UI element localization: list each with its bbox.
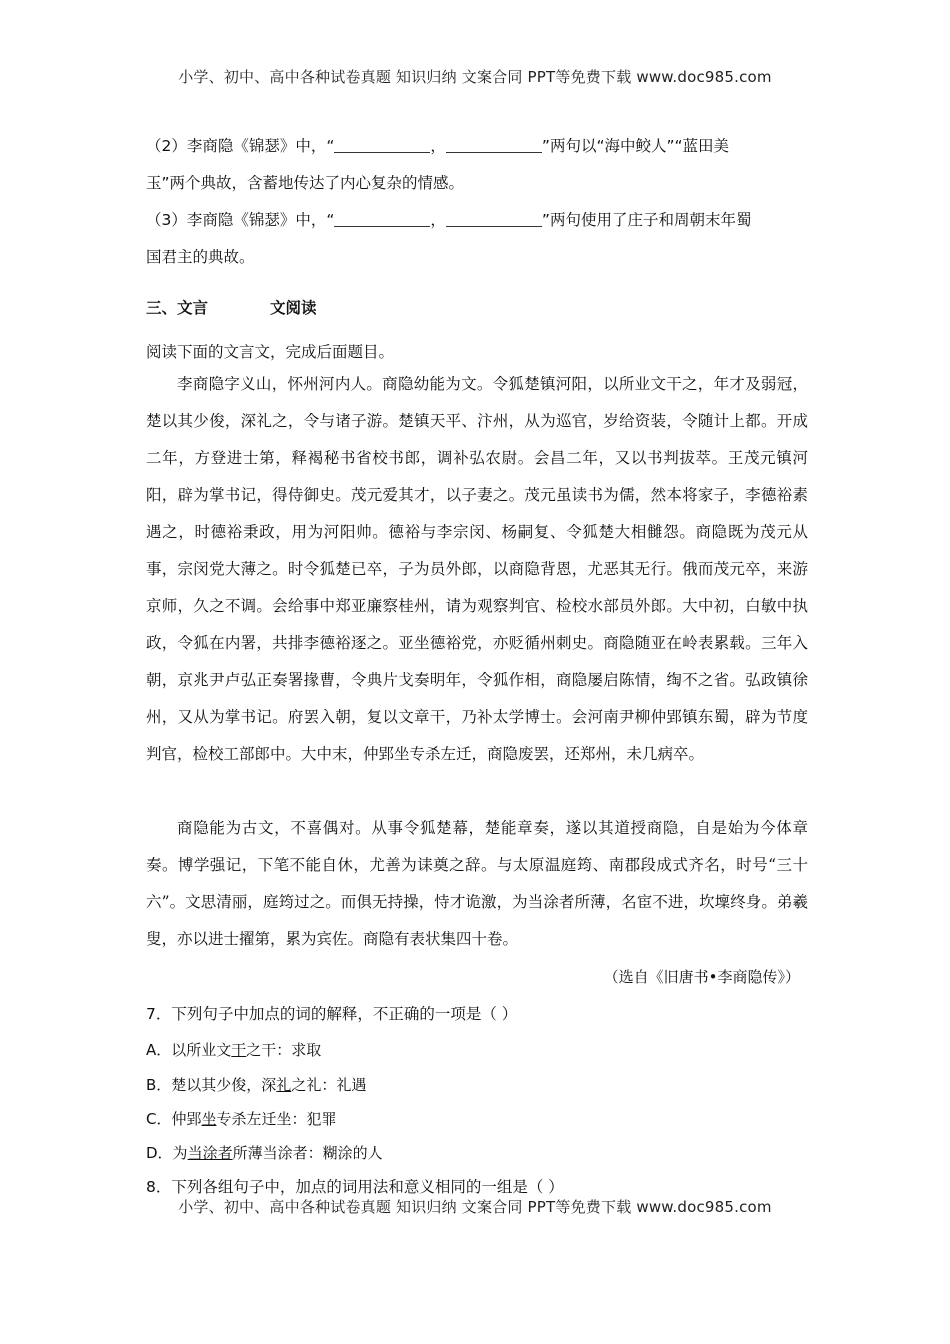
question-7-option-c[interactable]: C．仲郢坐专杀左迁坐：犯罪 <box>146 1110 337 1128</box>
question-7-option-a[interactable]: A．以所业文干之干：求取 <box>146 1041 322 1059</box>
passage-paragraph-1: 李商隐字义山，怀州河内人。商隐幼能为文。令狐楚镇河阳，以所业文干之，年才及弱冠，楚以其少俊，深礼之，令与诸子游。楚镇天平、汴州，从为巡官，岁给资装，令随计上都。开成二年，方登进士第，释褐秘书省校书郎，调补弘农尉。会昌二年，又以书判拔萃。王茂元镇河阳，辟为掌书记，得侍御史。茂元爱其才，以子妻之。茂元虽读书为儒，然本将家子，李德裕素遇之，时德裕秉政，用为河阳帅。德裕与李宗闵、杨嗣复、令狐楚大相雠怨。商隐既为茂元从事，宗闵党大薄之。时令狐楚已卒，子为员外郎，以商隐背恩，尤恶其无行。俄而茂元卒，来游京师，久之不调。会给事中郑亚廉察桂州，请为观察判官、检校水部员外郎。大中初，白敏中执政，令狐在内署，共排李德裕逐之。亚坐德裕党，亦贬循州刺史。商隐随亚在岭表累载。三年入朝，京兆尹卢弘正奏署掾曹，令典片戈奏明年，令狐作相，商隐屡启陈情，绹不之省。弘政镇徐州，又从为掌书记。府罢入朝，复以文章干，乃补太学博士。会河南尹柳仲郢镇东蜀，辟为节度判官，检校工部郎中。大中末，仲郢坐专杀左迁，商隐废罢，还郑州，未几病卒。 <box>146 375 808 763</box>
passage-paragraph-2: 商隐能为古文，不喜偶对。从事令狐楚幕，楚能章奏，遂以其道授商隐，自是始为今体章奏。博学强记，下笔不能自休，尤善为诔奠之辞。与太原温庭筠、南郡段成式齐名，时号“三十六”。文思清丽，庭筠过之。而俱无持操，恃才诡激，为当涂者所薄，名宦不进，坎壈终身。弟羲叟，亦以进士擢第，累为宾佐。商隐有表状集四十卷。 <box>146 819 808 948</box>
question-7-option-b[interactable]: B．楚以其少俊，深礼之礼：礼遇 <box>146 1076 367 1094</box>
fill-question-2: （2）李商隐《锦瑟》中，“ ， ”两句以“海中鲛人”“蓝田美 玉”两个典故，含蓄地传达了内心复杂的情感。 <box>146 128 808 202</box>
answer-blank[interactable] <box>334 208 430 227</box>
page-header: 小学、初中、高中各种试卷真题 知识归纳 文案合同 PPT等免费下载 www.doc985.com <box>178 68 772 86</box>
question-7-stem: 7．下列句子中加点的词的解释，不正确的一项是（ ） <box>146 1005 518 1023</box>
section-title: 三、文言 文阅读 <box>146 299 317 317</box>
page-footer: 小学、初中、高中各种试卷真题 知识归纳 文案合同 PPT等免费下载 www.doc985.com <box>178 1198 772 1216</box>
fill-question-3: （3）李商隐《锦瑟》中，“ ， ”两句使用了庄子和周朝末年蜀 国君主的典故。 <box>146 202 808 276</box>
question-7-option-d[interactable]: D．为当涂者所薄当涂者：糊涂的人 <box>146 1144 383 1162</box>
answer-blank[interactable] <box>446 134 542 153</box>
reading-instruction: 阅读下面的文言文，完成后面题目。 <box>146 343 395 361</box>
question-8-stem: 8．下列各组句子中，加点的词用法和意义相同的一组是（ ） <box>146 1178 564 1196</box>
answer-blank[interactable] <box>334 134 430 153</box>
answer-blank[interactable] <box>446 208 542 227</box>
passage-source: （选自《旧唐书•李商隐传》） <box>603 968 800 986</box>
